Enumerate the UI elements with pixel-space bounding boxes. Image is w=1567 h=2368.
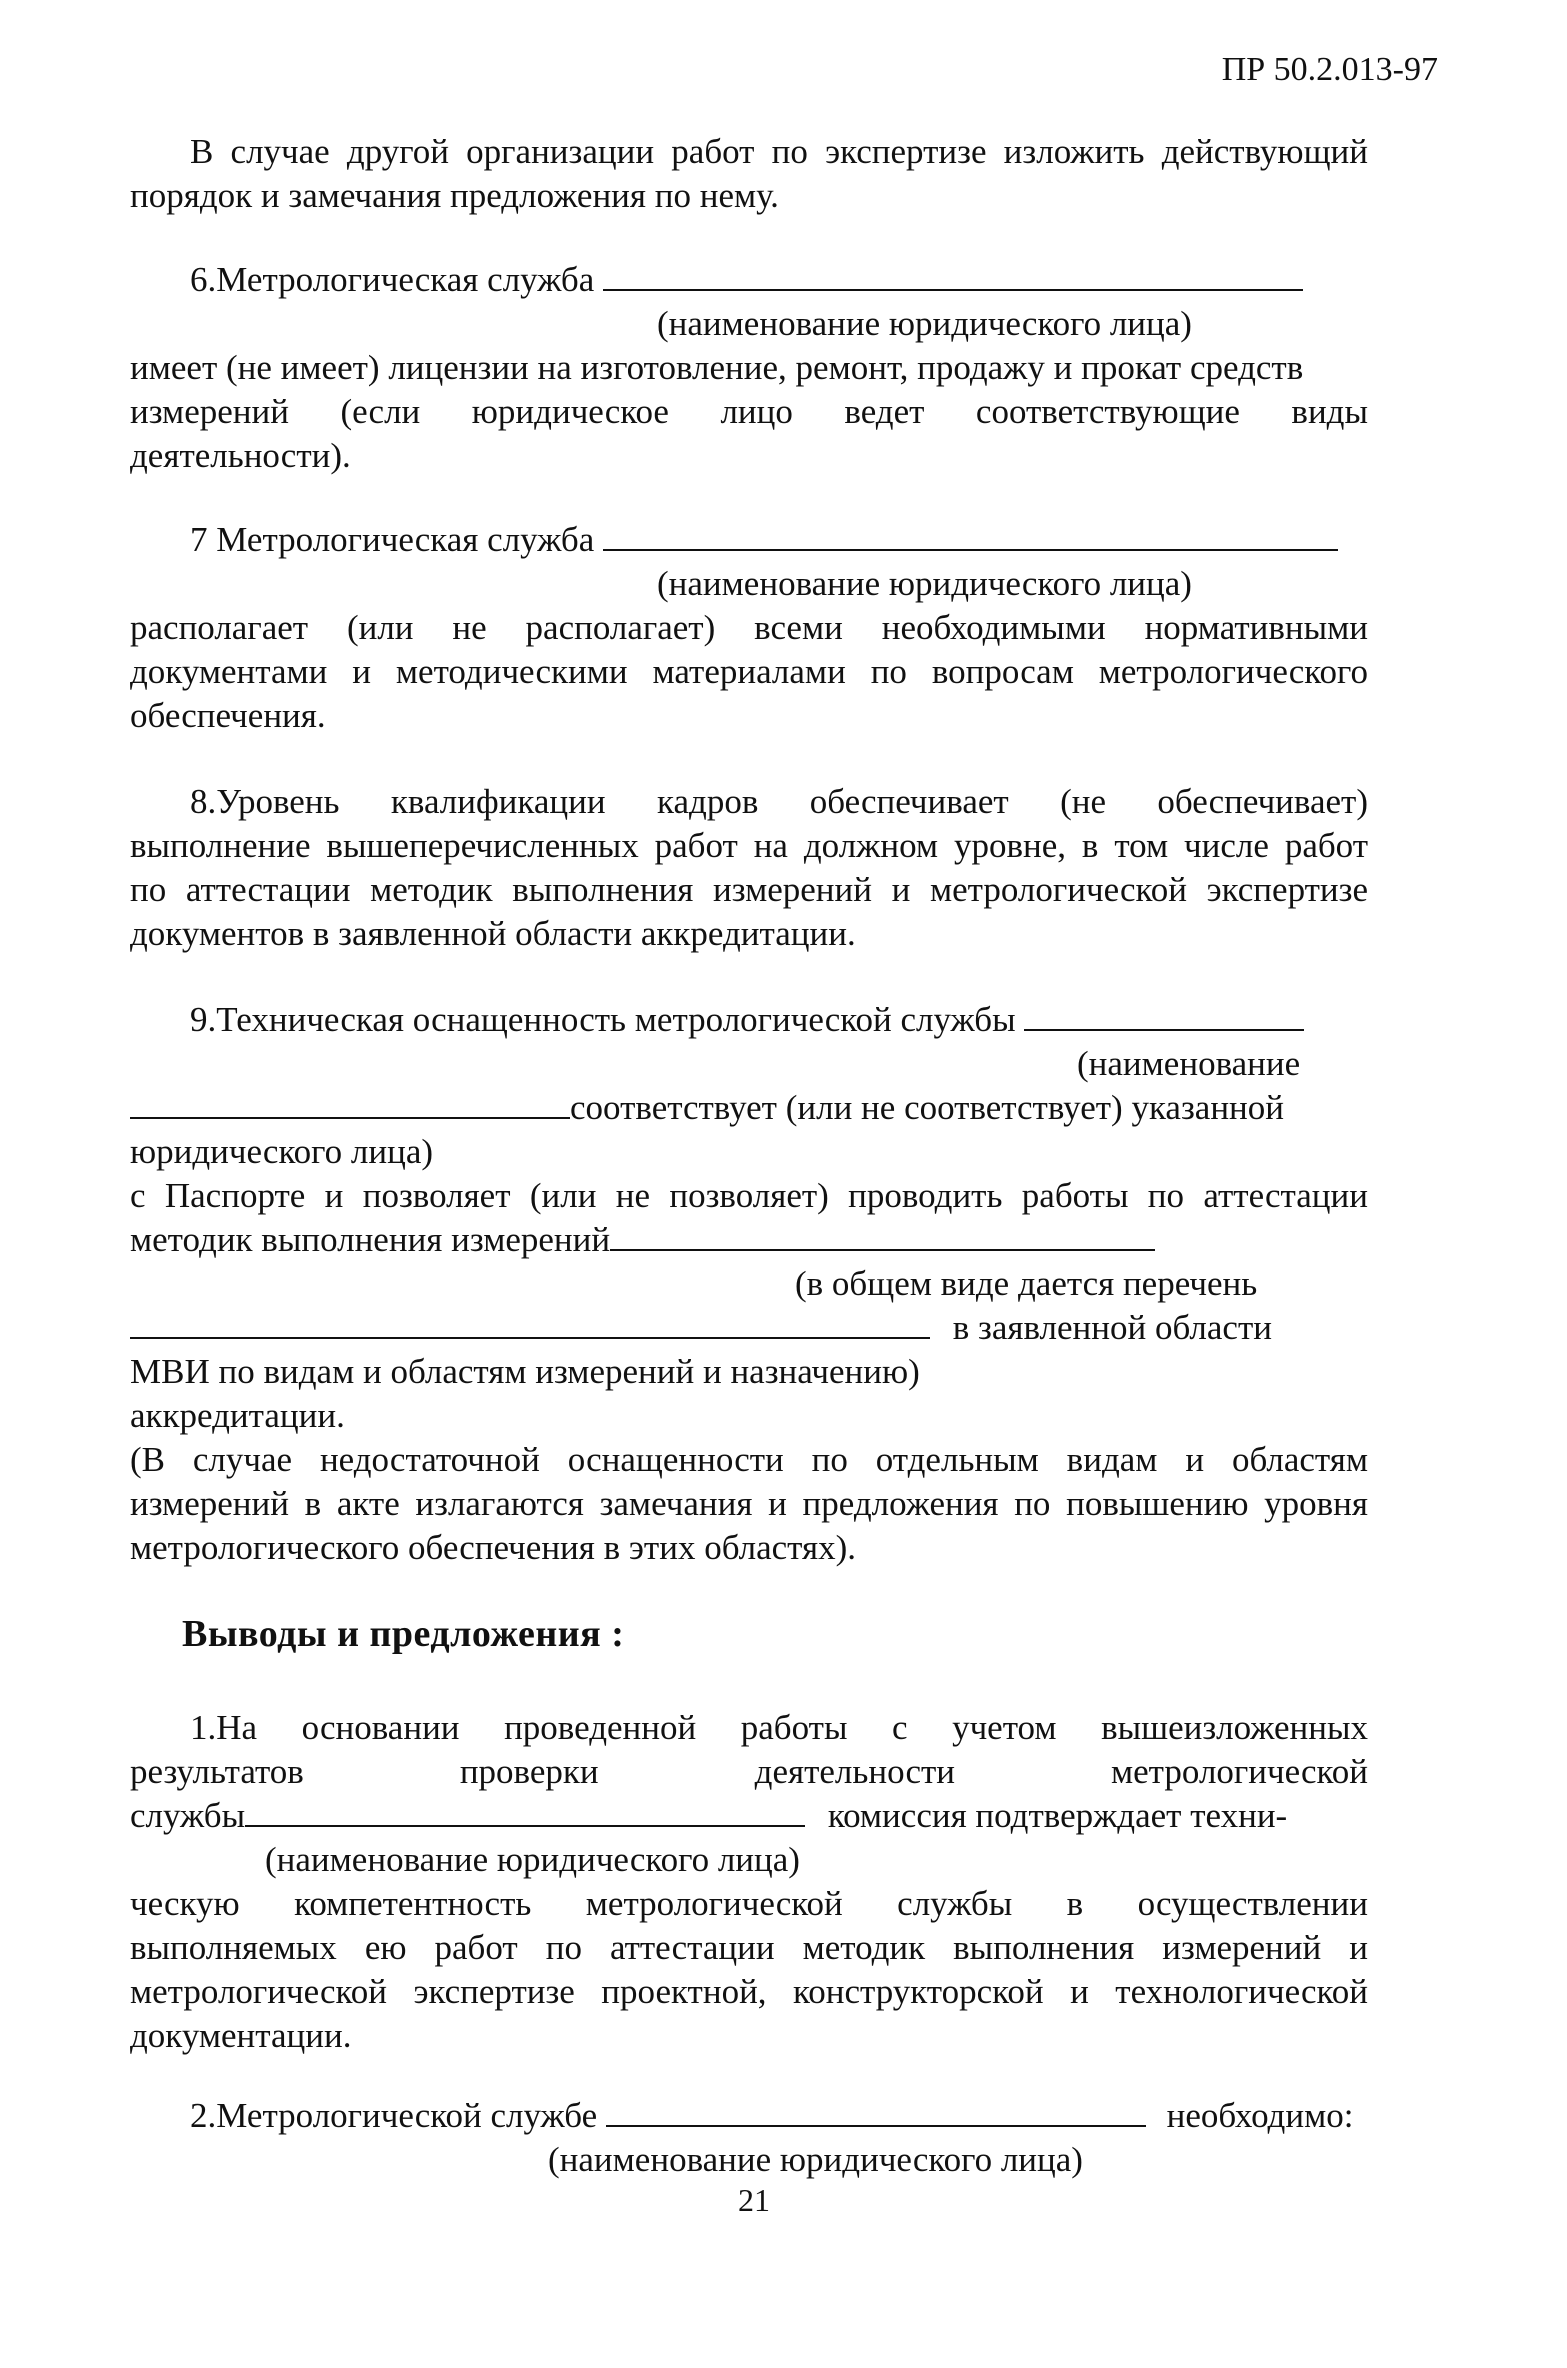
document-code: ПР 50.2.013-97 — [1221, 51, 1438, 88]
text-line: результатов проверки деятельности метрологической — [130, 1752, 1368, 1791]
text-line: метрологической экспертизе проектной, конструкторской и технологической — [130, 1972, 1368, 2011]
conclusion-1 — [130, 1706, 1368, 2058]
fill-in-line — [245, 1795, 805, 1827]
item-label: 9.Техническая оснащенность метрологической службы — [190, 1000, 1016, 1039]
text-fragment: в заявленной области — [952, 1308, 1272, 1347]
field-caption: (наименование — [1077, 1044, 1301, 1083]
fill-in-line — [603, 519, 1338, 551]
text-line: обеспечения. — [130, 696, 326, 735]
field-caption: (наименование юридического лица) — [548, 2140, 1083, 2179]
text-line: МВИ по видам и областям измерений и назначению) — [130, 1352, 920, 1391]
text-line: измерений (если юридическое лицо ведет соответствующие виды — [130, 392, 1368, 431]
text-fragment: необходимо: — [1166, 2096, 1354, 2135]
text-line: ческую компетентность метрологической службы в осуществлении — [130, 1884, 1368, 1923]
text-line: располагает (или не располагает) всеми необходимыми нормативными — [130, 608, 1368, 647]
text-line: выполнение вышеперечисленных работ на должном уровне, в том числе работ — [130, 826, 1368, 865]
paragraph-7 — [130, 518, 1368, 738]
field-caption: юридического лица) — [130, 1132, 434, 1171]
text-line — [130, 1218, 1368, 1262]
text-line: 1.На основании проведенной работы с учетом вышеизложенных — [190, 1708, 1368, 1747]
text-line: документами и методическими материалами по вопросам метрологического — [130, 652, 1368, 691]
fill-in-line — [1024, 999, 1304, 1031]
text-line: выполняемых ею работ по аттестации методик выполнения измерений и — [130, 1928, 1368, 1967]
text-line: имеет (не имеет) лицензии на изготовление, ремонт, продажу и прокат средств — [130, 348, 1304, 387]
field-caption: (наименование юридического лица) — [657, 304, 1192, 343]
section-heading: Выводы и предложения : — [182, 1613, 625, 1655]
text-line — [130, 1794, 1368, 1838]
text-fragment: методик выполнения измерений — [130, 1220, 611, 1259]
item-label: 7 Метрологическая служба — [190, 520, 595, 559]
text-line: измерений в акте излагаются замечания и предложения по повышению уровня — [130, 1484, 1368, 1523]
text-fragment: службы — [130, 1796, 246, 1835]
field-caption: (наименование юридического лица) — [265, 1840, 800, 1879]
text-line — [130, 998, 1368, 1042]
field-caption: (наименование юридического лица) — [657, 564, 1192, 603]
text-line: порядок и замечания предложения по нему. — [130, 176, 779, 215]
text-line — [130, 1086, 1368, 1130]
text-line — [130, 258, 1368, 302]
conclusion-2 — [130, 2094, 1368, 2182]
fill-in-line — [130, 1087, 570, 1119]
text-line — [130, 518, 1368, 562]
text-line: (В случае недостаточной оснащенности по отдельным видам и областям — [130, 1440, 1368, 1479]
paragraph-6 — [130, 258, 1368, 478]
fill-in-line — [606, 2095, 1146, 2127]
text-line: 8.Уровень квалификации кадров обеспечивает (не обеспечивает) — [190, 782, 1368, 821]
text-line: метрологического обеспечения в этих областях). — [130, 1528, 857, 1567]
text-line — [130, 2094, 1368, 2138]
fill-in-line — [610, 1219, 1155, 1251]
intro-paragraph — [130, 130, 1368, 218]
text-line — [130, 1306, 1368, 1350]
fill-in-line — [130, 1307, 930, 1339]
paragraph-9 — [130, 998, 1368, 1570]
text-line: документации. — [130, 2016, 352, 2055]
text-line: по аттестации методик выполнения измерений и метрологической экспертизе — [130, 870, 1368, 909]
text-fragment: комиссия подтверждает техни- — [827, 1796, 1288, 1835]
text-line: В случае другой организации работ по экспертизе изложить действующий — [190, 132, 1368, 171]
text-fragment: соответствует (или не соответствует) указанной — [570, 1088, 1285, 1127]
fill-in-line — [603, 259, 1303, 291]
text-line: документов в заявленной области аккредитации. — [130, 914, 856, 953]
item-label: 6.Метрологическая служба — [190, 260, 595, 299]
text-line: с Паспорте и позволяет (или не позволяет) проводить работы по аттестации — [130, 1176, 1368, 1215]
page-number: 21 — [738, 2182, 770, 2218]
text-line: деятельности). — [130, 436, 351, 475]
item-label: 2.Метрологической службе — [190, 2096, 598, 2135]
field-caption: (в общем виде дается перечень — [795, 1264, 1258, 1303]
text-line: аккредитации. — [130, 1396, 345, 1435]
paragraph-8 — [130, 780, 1368, 956]
